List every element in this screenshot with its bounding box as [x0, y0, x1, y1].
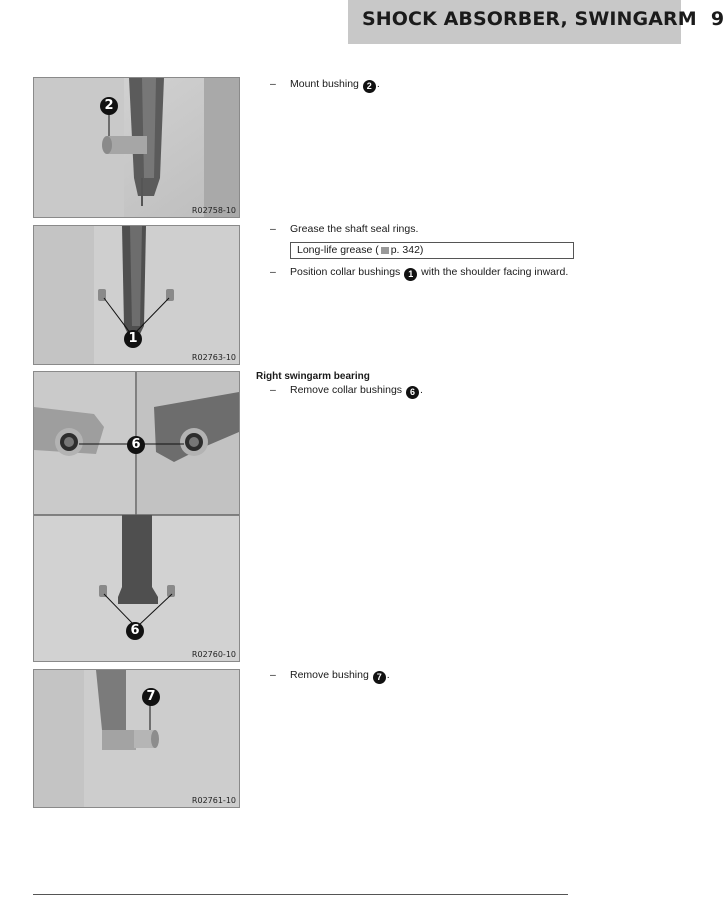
callout-7: 7 [142, 688, 160, 706]
step-remove-bushing [270, 669, 570, 684]
callout-ref-1: 1 [404, 268, 417, 281]
step-end: . [386, 669, 390, 681]
reference-page[interactable]: p. 342) [390, 244, 424, 256]
callout-1: 1 [124, 330, 142, 348]
step-label: Remove bushing [290, 669, 369, 681]
footer-divider [33, 894, 568, 895]
step-mount-bushing [270, 78, 570, 93]
reference-box [290, 242, 574, 259]
callout-ref-6: 6 [406, 386, 419, 399]
step-text: Grease the shaft seal rings. [290, 223, 419, 235]
photo-image [34, 670, 239, 807]
photo-right-swingarm [33, 371, 240, 662]
step-end: . [376, 78, 380, 90]
page-title [362, 8, 724, 30]
chapter-number: 9 [710, 8, 724, 30]
step-label: Position collar bushings [290, 266, 401, 278]
step-label: Remove collar bushings [290, 384, 403, 396]
photo-image [34, 372, 239, 661]
step-end: . [419, 384, 423, 396]
step-remove-collar [270, 384, 570, 399]
callout-6-top: 6 [127, 436, 145, 454]
step-label-end: with the shoulder facing inward. [421, 266, 569, 278]
callout-ref-7: 7 [373, 671, 386, 684]
step-text [290, 669, 390, 684]
step-text [290, 78, 380, 93]
callout-ref-2: 2 [363, 80, 376, 93]
step-position-collar [270, 266, 570, 281]
photo-mount-bushing [33, 77, 240, 218]
step-dash: – [270, 384, 276, 396]
reference-text: Long-life grease ( [297, 244, 379, 256]
photo-code: R02758-10 [191, 206, 236, 215]
subheading-right-swingarm: Right swingarm bearing [256, 371, 370, 382]
photo-collar-bushings [33, 225, 240, 365]
photo-code: R02763-10 [191, 353, 236, 362]
step-text [290, 266, 568, 281]
step-dash: – [270, 266, 276, 278]
callout-2: 2 [100, 97, 118, 115]
step-label: Mount bushing [290, 78, 359, 90]
callout-6-bottom: 6 [126, 622, 144, 640]
step-dash: – [270, 78, 276, 90]
photo-remove-bushing [33, 669, 240, 808]
step-grease [270, 223, 570, 236]
photo-image [34, 78, 239, 217]
photo-code: R02760-10 [191, 650, 236, 659]
photo-code: R02761-10 [191, 796, 236, 805]
book-icon [381, 247, 389, 254]
section-title: SHOCK ABSORBER, SWINGARM [362, 8, 697, 30]
step-dash: – [270, 223, 276, 235]
step-dash: – [270, 669, 276, 681]
step-text [290, 384, 423, 399]
